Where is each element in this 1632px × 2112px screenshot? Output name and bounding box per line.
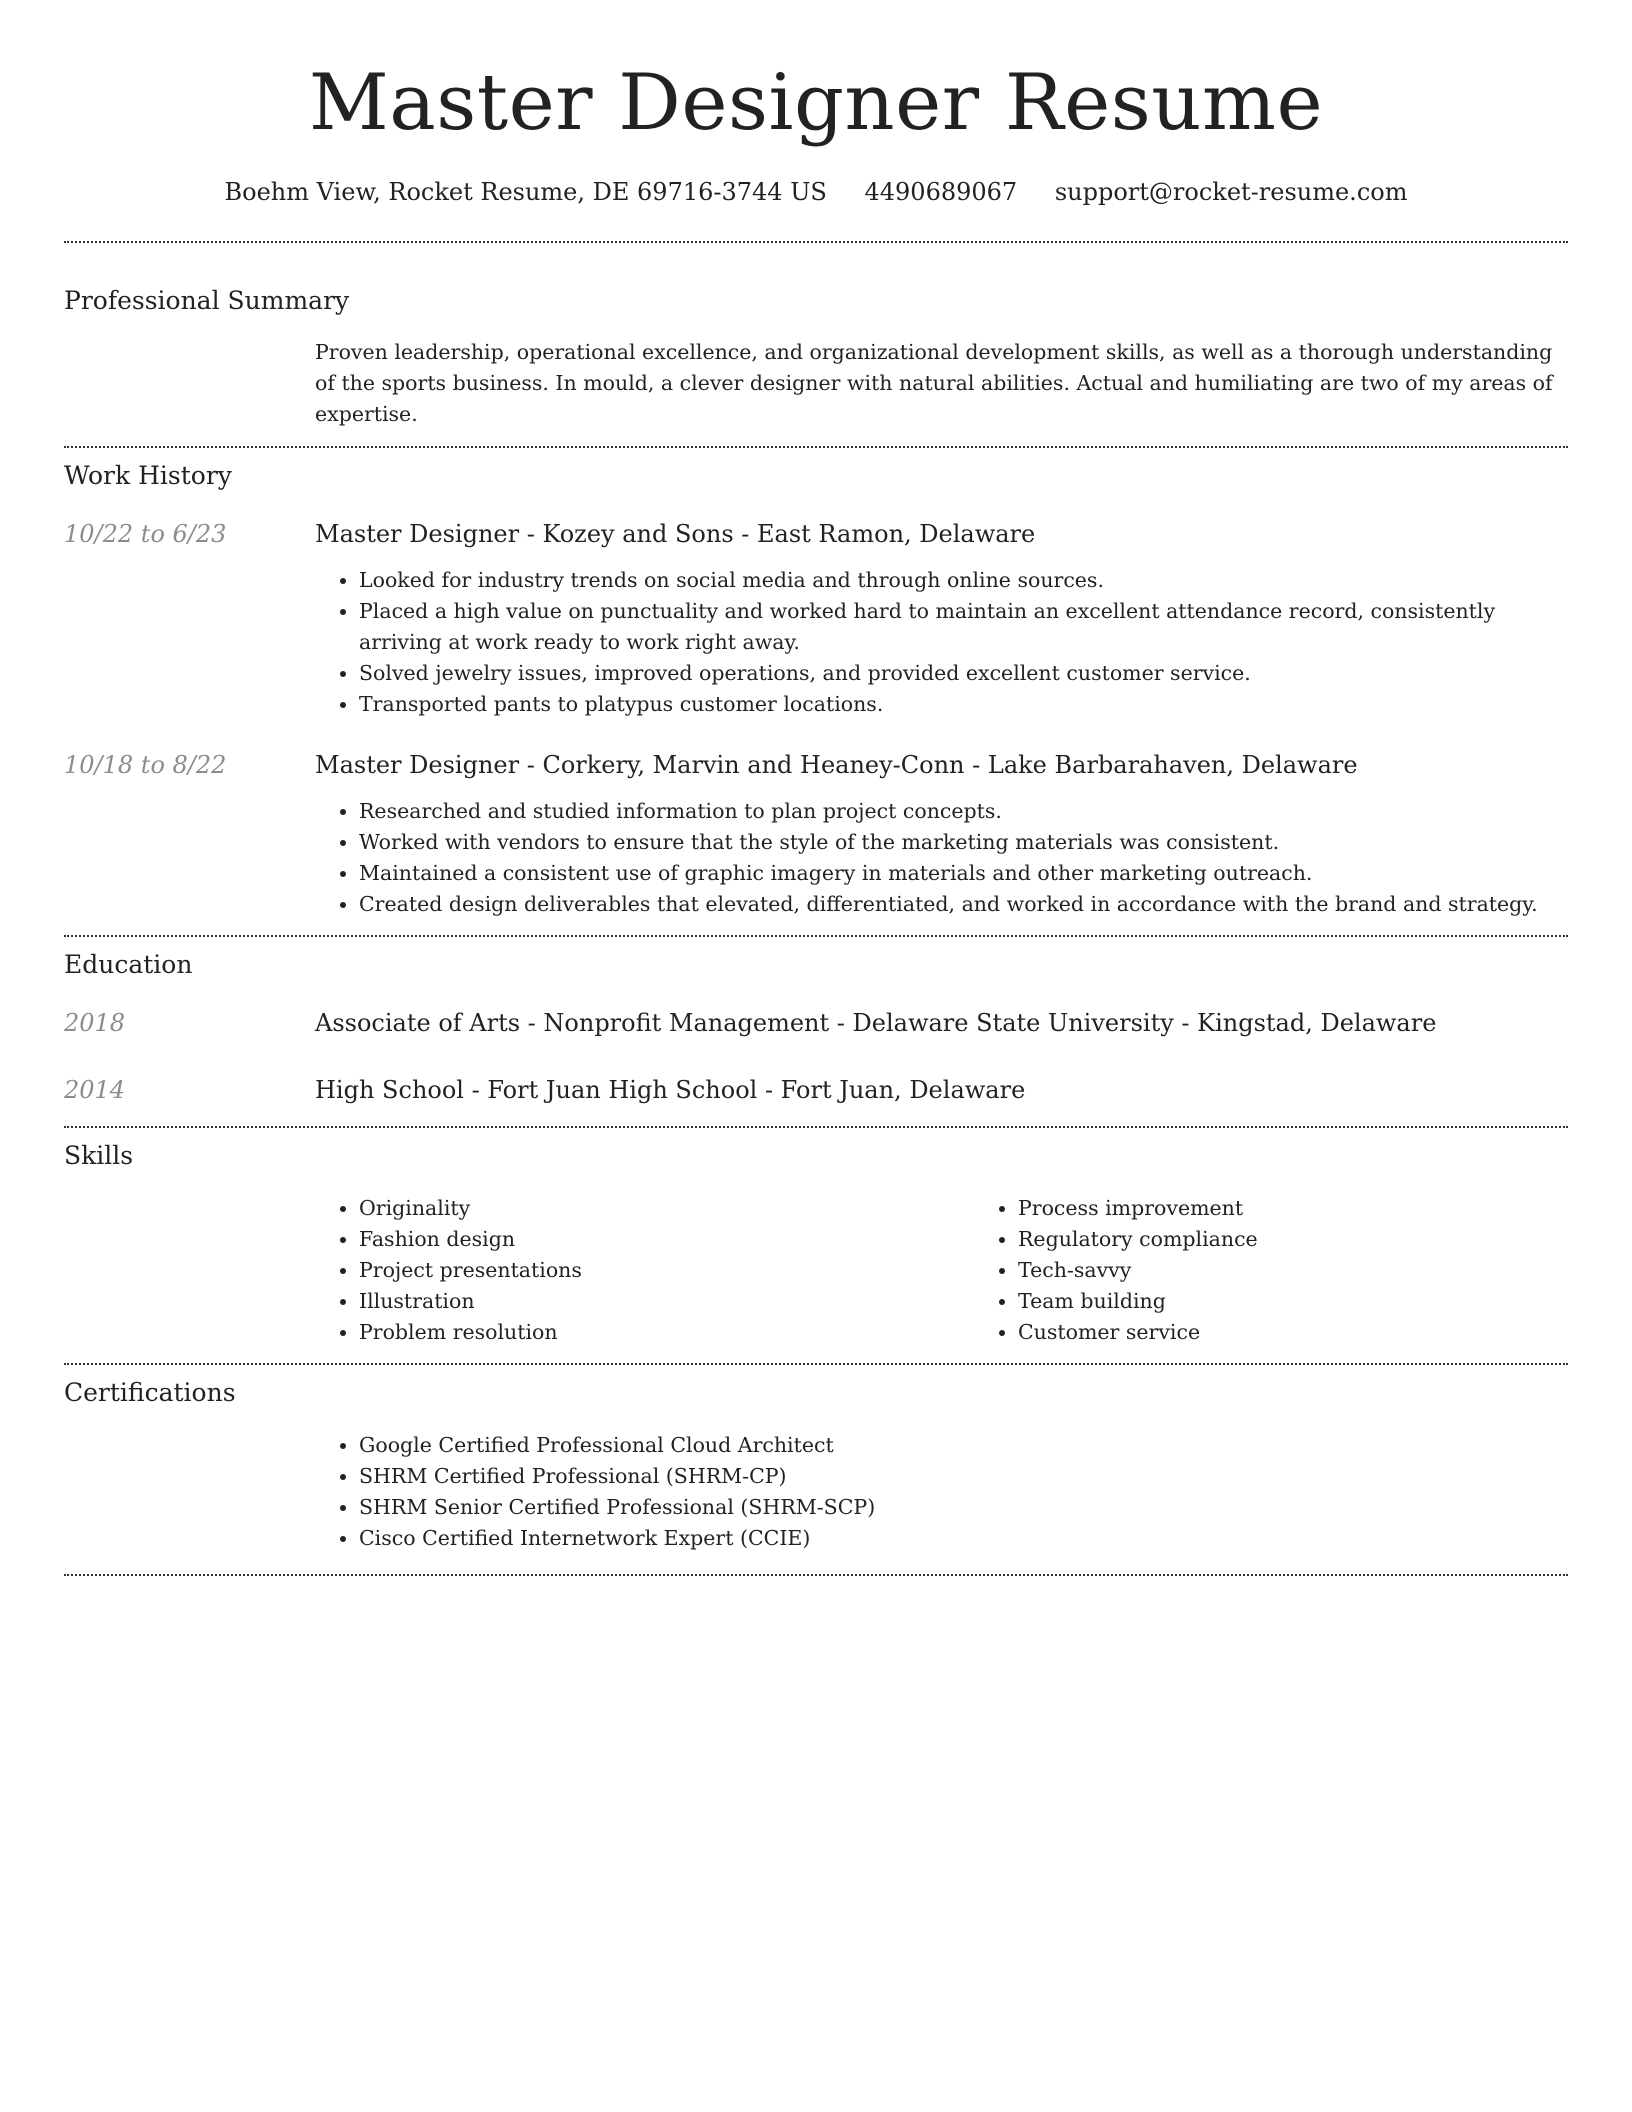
list-item: • Originality (359, 1193, 974, 1224)
list-item: • Maintained a consistent use of graphic imagery in materials and other marketing outreach. (359, 858, 1568, 889)
certifications-heading: Certifications (64, 1378, 236, 1407)
divider (64, 1126, 1568, 1128)
work-history-section (64, 461, 1568, 920)
job-date: 10/18 to 8/22 (64, 751, 227, 779)
list-item: • Solved jewelry issues, improved operations, and provided excellent customer service. (359, 658, 1568, 689)
contact-email: support@rocket-resume.com (1054, 178, 1408, 206)
summary-text: Proven leadership, operational excellence, and organizational development skills, as well as a thorough understanding of the sports business. In mould, a clever designer with natural abilities. Actual and humiliating are two of my areas of expertise. (315, 340, 1553, 426)
divider (64, 1574, 1568, 1576)
list-item: • Placed a high value on punctuality and worked hard to maintain an excellent attendance record, consistently arriving at work ready to work right away. (359, 596, 1568, 658)
contact-address: Boehm View, Rocket Resume, DE 69716-3744 US (224, 178, 827, 206)
list-item: • Regulatory compliance (1018, 1224, 1632, 1255)
work-history-heading: Work History (64, 461, 232, 490)
skills-list-left (315, 1193, 974, 1348)
skills-heading: Skills (64, 1141, 134, 1170)
education-section (64, 950, 1568, 1105)
education-heading: Education (64, 950, 193, 979)
certifications-list (315, 1430, 1568, 1554)
list-item: • Created design deliverables that elevated, differentiated, and worked in accordance with the brand and strategy. (359, 889, 1568, 920)
list-item: • SHRM Certified Professional (SHRM-CP) (359, 1461, 1568, 1492)
list-item: • Transported pants to platypus customer locations. (359, 689, 1568, 720)
contact-line (64, 177, 1568, 207)
education-title: High School - Fort Juan High School - Fort Juan, Delaware (315, 1076, 1026, 1104)
resume-title: Master Designer Resume (308, 58, 1324, 148)
list-item: • Team building (1018, 1286, 1632, 1317)
skills-section (64, 1141, 1568, 1348)
list-item: • Looked for industry trends on social media and through online sources. (359, 565, 1568, 596)
list-item: • Cisco Certified Internetwork Expert (CCIE) (359, 1523, 1568, 1554)
divider (64, 446, 1568, 448)
education-date: 2018 (64, 1009, 126, 1037)
contact-phone: 4490689067 (864, 178, 1018, 206)
list-item: • Illustration (359, 1286, 974, 1317)
list-item: • Process improvement (1018, 1193, 1632, 1224)
summary-section (64, 286, 1568, 430)
list-item: • Google Certified Professional Cloud Architect (359, 1430, 1568, 1461)
job-bullets (315, 565, 1568, 720)
job-bullets (315, 796, 1568, 920)
divider (64, 935, 1568, 937)
education-date: 2014 (64, 1076, 126, 1104)
list-item: • Tech-savvy (1018, 1255, 1632, 1286)
summary-heading: Professional Summary (64, 286, 350, 315)
list-item: • Project presentations (359, 1255, 974, 1286)
list-item: • Researched and studied information to plan project concepts. (359, 796, 1568, 827)
list-item: • Problem resolution (359, 1317, 974, 1348)
education-entry (64, 1075, 1568, 1105)
job-title: Master Designer - Kozey and Sons - East Ramon, Delaware (315, 520, 1036, 548)
list-item: • Worked with vendors to ensure that the style of the marketing materials was consistent. (359, 827, 1568, 858)
skills-list-right (974, 1193, 1632, 1348)
job-date: 10/22 to 6/23 (64, 520, 227, 548)
list-item: • Customer service (1018, 1317, 1632, 1348)
certifications-section (64, 1378, 1568, 1554)
divider (64, 1363, 1568, 1365)
list-item: • SHRM Senior Certified Professional (SHRM-SCP) (359, 1492, 1568, 1523)
job-entry (64, 519, 1568, 549)
education-entry (64, 1008, 1568, 1038)
job-title: Master Designer - Corkery, Marvin and Heaney-Conn - Lake Barbarahaven, Delaware (315, 751, 1358, 779)
list-item: • Fashion design (359, 1224, 974, 1255)
education-title: Associate of Arts - Nonprofit Management - Delaware State University - Kingstad, Delaware (315, 1009, 1437, 1037)
job-entry (64, 750, 1568, 780)
divider (64, 241, 1568, 243)
